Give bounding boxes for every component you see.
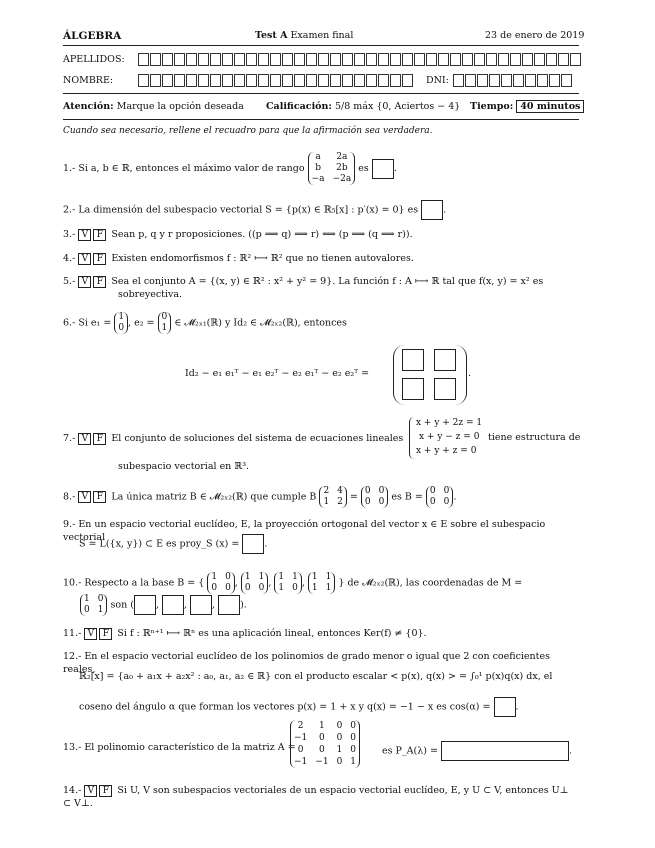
answer-box[interactable] [421,200,443,220]
character-cell[interactable] [162,74,173,87]
character-cell[interactable] [210,53,221,66]
question-text: Existen endomorfismos f : ℝ² ⟼ ℝ² que no tienen autovalores. [111,253,414,264]
question-number: 3.- [63,229,76,240]
matrix-entry: 0 [364,486,371,496]
matrix-entry: 1 [311,583,318,593]
character-cell[interactable] [561,74,572,87]
period: . [468,368,472,379]
character-cell[interactable] [246,74,257,87]
answer-box[interactable] [494,697,516,717]
basis-matrix [274,572,301,594]
matrix-entry: a [315,152,321,162]
matrix-entry: 0 [244,583,251,593]
basis-matrix [241,572,268,594]
question-text: es [358,163,369,174]
false-checkbox[interactable]: F [93,229,106,241]
surname-label: APELLIDOS: [63,54,125,65]
question-4 [63,252,579,265]
character-cell[interactable] [486,53,497,66]
character-cell[interactable] [453,74,464,87]
false-checkbox[interactable]: F [93,433,106,445]
system-brace [409,417,416,459]
question-11 [63,627,579,640]
true-checkbox[interactable]: V [78,229,91,241]
question-2: 2.- La dimensión del subespacio vectorial S = {p(x) ∈ ℝ₅[x] : p′(x) = 0} es . [63,200,579,220]
question-13-tail: es P_A(λ) = . [382,741,572,761]
answer-box[interactable] [434,378,456,400]
character-cell[interactable] [549,74,560,87]
true-checkbox[interactable]: V [78,433,91,445]
character-cell[interactable] [198,74,209,87]
character-cell[interactable] [438,53,449,66]
character-cell[interactable] [270,53,281,66]
matrix-entry: 1 [311,572,318,582]
question-number: 1.- [63,163,76,174]
question-1: 1.- Si a, b ∈ ℝ, entonces el máximo valor de rango a 2a b 2b −a −2a es . [63,152,397,184]
question-text: Sea el conjunto A = {(x, y) ∈ ℝ² : x² + y² = 9}. La función f : A ⟼ ℝ tal que f(x, y) = x² es [111,276,544,287]
answer-box[interactable] [372,159,394,179]
matrix-entry: 1 [336,745,343,755]
dni-input[interactable] [453,74,573,87]
character-cell[interactable] [162,53,173,66]
matrix-entry: 0 [297,745,304,755]
question-5 [63,275,579,301]
test-title [255,30,353,41]
true-checkbox[interactable]: V [78,491,91,503]
question-text: , e₂ = [128,317,155,329]
character-cell[interactable] [558,53,569,66]
character-cell[interactable] [489,74,500,87]
character-cell[interactable] [222,74,233,87]
character-cell[interactable] [258,53,269,66]
matrix-entry: 0 [161,312,168,322]
question-number: 10.- [63,577,82,589]
character-cell[interactable] [522,53,533,66]
character-cell[interactable] [150,53,161,66]
question-12-line3: coseno del ángulo α que forman los vectores p(x) = 1 + x y q(x) = −1 − x es cos(α) = . [79,697,519,717]
character-cell[interactable] [234,74,245,87]
equation: x + y − z = 0 [419,432,480,442]
question-number: 14.- [63,785,82,796]
divider [63,93,579,94]
matrix-entry: 2 [297,721,304,731]
answer-box[interactable] [190,595,212,615]
question-number: 5.- [63,276,76,287]
false-checkbox[interactable]: F [99,785,112,797]
attention-text: Marque la opción deseada [116,101,244,112]
question-14 [63,784,579,810]
question-number: 11.- [63,628,82,639]
character-cell[interactable] [294,74,305,87]
matrix-entry: 0 [443,486,450,496]
question-number: 7.- [63,433,76,444]
equation: x + y + 2z = 1 [416,418,483,428]
question-text-continued: ℝ₂[x] = {a₀ + a₁x + a₂x² : a₀, a₁, a₂ ∈ ℝ} con el producto escalar < p(x), q(x) > = ∫₀¹ p(x)q(x) dx, el [79,671,553,682]
question-text: ∈ 𝓜₂ₓ₁(ℝ) y Id₂ ∈ 𝓜₂ₓ₂(ℝ), entonces [174,317,347,329]
question-number: 9.- [63,519,76,530]
matrix-entry: −1 [294,733,308,743]
question-number: 12.- [63,651,82,662]
true-checkbox[interactable]: V [78,253,91,265]
matrix-entry: 1 [325,572,332,582]
question-text: En el espacio vectorial euclídeo de los polinomios de grado menor o igual que 2 con coeficientes reales, [63,651,550,675]
character-cell[interactable] [186,53,197,66]
character-cell[interactable] [513,74,524,87]
matrix [361,486,388,508]
basis-matrix [308,572,335,594]
matrix-entry: 1 [97,605,104,615]
character-cell[interactable] [414,53,425,66]
attention-label: Atención: [63,101,114,112]
matrix-entry: 1 [350,757,357,767]
matrix-entry: 1 [118,312,125,322]
grading-label: Calificación: [266,101,332,112]
character-cell[interactable] [354,74,365,87]
matrix-entry: 0 [350,733,357,743]
question-10-line2: 1 0 0 1 son ( , , , ). [80,594,247,616]
character-cell[interactable] [402,74,413,87]
question-text: coseno del ángulo α que forman los vectores p(x) = 1 + x y q(x) = −1 − x es cos(α) = [79,701,491,713]
answer-box[interactable] [218,595,240,615]
character-cell[interactable] [378,74,389,87]
character-cell[interactable] [510,53,521,66]
matrix-entry: 0 [364,497,371,507]
answer-box[interactable] [162,595,184,615]
false-checkbox[interactable]: F [93,253,106,265]
matrix-entry: −2a [332,174,352,184]
question-text: Sean p, q y r proposiciones. ((p ⟹ q) ⟹ r) ⟺ (p ⟹ (q ⟹ r)). [111,229,413,240]
question-text: El polinomio característico de la matriz A = [84,742,296,753]
character-cell[interactable] [174,74,185,87]
question-text: de 𝓜₂ₓ₂(ℝ), las coordenadas de M = [347,577,523,589]
true-checkbox[interactable]: V [84,785,97,797]
question-text: S = L({x, y}) ⊂ E es proy_S (x) = [79,538,240,550]
matrix-entry: 0 [97,594,104,604]
character-cell[interactable] [330,53,341,66]
character-cell[interactable] [354,53,365,66]
vector-e2 [158,312,172,334]
matrix-entry: 0 [211,583,218,593]
subject-title: ÁLGEBRA [63,30,122,42]
character-cell[interactable] [174,53,185,66]
character-cell[interactable] [150,74,161,87]
matrix-entry: 1 [278,583,285,593]
matrix-entry: 0 [336,721,343,731]
character-cell[interactable] [390,53,401,66]
matrix [426,486,453,508]
character-cell[interactable] [546,53,557,66]
matrix [308,152,356,185]
matrix-entry: 0 [443,497,450,507]
matrix-entry: 1 [244,572,251,582]
character-cell[interactable] [186,74,197,87]
character-cell[interactable] [465,74,476,87]
equation-system [416,416,482,458]
time-note [470,100,584,113]
test-label: Test A [255,30,288,41]
question-8: 8.- V F La única matriz B ∈ 𝓜₂ₓ₂(ℝ) que cumple B 2 4 1 2 = 0 0 0 0 es B = 0 0 0 0 . [63,486,457,507]
character-cell[interactable] [501,74,512,87]
matrix-entry: 0 [378,497,385,507]
question-text: tiene estructura de [488,432,581,443]
character-cell[interactable] [138,74,149,87]
attention-note [63,101,244,112]
matrix [290,720,360,768]
false-checkbox[interactable]: F [93,491,106,503]
matrix-entry: 0 [225,583,231,593]
vector-e1 [114,312,128,334]
matrix-a [290,720,360,768]
character-cell[interactable] [498,53,509,66]
matrix-entry: 0 [319,733,325,743]
character-cell[interactable] [306,74,317,87]
question-text: es P_A(λ) = [382,745,438,757]
question-10: 10.- Respecto a la base B = { 1 0 0 0 , 1 1 0 0 , 1 1 1 0 , 1 1 1 1 } de 𝓜₂ₓ₂(ℝ), las coordenadas de M = [63,572,523,593]
character-cell[interactable] [222,53,233,66]
matrix-entry: 1 [161,323,168,333]
question-9-line2: S = L({x, y}) ⊂ E es proy_S (x) = . [79,534,267,554]
basis-matrix [207,572,234,594]
question-text-continued: subespacio vectorial en ℝ³. [118,461,250,472]
matrix-entry: b [315,163,321,173]
character-cell[interactable] [450,53,461,66]
divider [63,119,579,120]
answer-box[interactable] [441,741,569,761]
formula: Id₂ − e₁ e₁ᵀ − e₁ e₂ᵀ − e₂ e₁ᵀ − e₂ e₂ᵀ = [185,368,370,379]
question-text: En un espacio vectorial euclídeo, E, la proyección ortogonal del vector x ∈ E sobre el subespacio vectorial [63,519,546,543]
character-cell[interactable] [258,74,269,87]
question-text: Si e₁ = [78,317,112,329]
question-6-formula [185,368,369,379]
character-cell[interactable] [318,53,329,66]
matrix-entry: 0 [319,745,325,755]
matrix-entry: 1 [323,497,330,507]
character-cell[interactable] [525,74,536,87]
answer-box[interactable] [434,349,456,371]
matrix-entry: 2 [323,486,330,496]
character-cell[interactable] [198,53,209,66]
character-cell[interactable] [390,74,401,87]
exam-date: 23 de enero de 2019 [485,30,585,41]
question-text: Si a, b ∈ ℝ, entonces el máximo valor de rango [78,163,305,174]
question-text: Respecto a la base B = [84,577,196,589]
character-cell[interactable] [366,74,377,87]
character-cell[interactable] [378,53,389,66]
matrix-entry: 0 [292,583,298,593]
character-cell[interactable] [138,53,149,66]
true-checkbox[interactable]: V [78,276,91,288]
character-cell[interactable] [474,53,485,66]
matrix-entry: 1 [292,572,298,582]
character-cell[interactable] [306,53,317,66]
question-text: La única matriz B ∈ 𝓜₂ₓ₂(ℝ) que cumple B [111,491,317,503]
character-cell[interactable] [342,53,353,66]
matrix-entry: 0 [429,497,436,507]
question-text: El conjunto de soluciones del sistema de ecuaciones lineales [111,433,404,444]
character-cell[interactable] [534,53,545,66]
character-cell[interactable] [282,53,293,66]
time-label: Tiempo: [470,101,514,112]
matrix-entry: 0 [336,757,343,767]
matrix-entry: −1 [294,757,308,767]
true-checkbox[interactable]: V [84,628,97,640]
answer-box[interactable] [402,378,424,400]
matrix-entry: 0 [378,486,385,496]
name-label: NOMBRE: [63,75,114,86]
question-number: 6.- [63,317,76,329]
question-text: son [110,599,128,611]
false-checkbox[interactable]: F [93,276,106,288]
time-value: 40 minutos [516,100,584,113]
matrix-m [80,594,107,616]
matrix-entry: 0 [225,572,231,582]
divider [63,45,579,46]
matrix-entry: 0 [336,733,343,743]
false-checkbox[interactable]: F [99,628,112,640]
question-number: 13.- [63,742,82,753]
matrix-entry: −a [311,174,325,184]
matrix-entry: 0 [350,721,357,731]
matrix-entry: 0 [118,323,125,333]
question-number: 4.- [63,253,76,264]
matrix-entry: 1 [258,572,265,582]
answer-box[interactable] [242,534,264,554]
question-text: Si f : ℝⁿ⁺¹ ⟼ ℝⁿ es una aplicación lineal, entonces Ker(f) ≠ {0}. [117,628,427,639]
matrix-entry: 1 [84,594,90,604]
character-cell[interactable] [570,53,581,66]
question-3 [63,228,579,241]
character-cell[interactable] [282,74,293,87]
exam-type: Examen final [290,30,354,41]
equation: x + y + z = 0 [416,446,477,456]
matrix-entry: 1 [325,583,332,593]
dni-label: DNI: [426,75,449,86]
question-text-continued: sobreyectiva. [118,289,183,300]
question-number: 8.- [63,491,76,503]
matrix-entry: 0 [258,583,265,593]
character-cell[interactable] [234,53,245,66]
matrix-entry: −1 [315,757,329,767]
instructions: Cuando sea necesario, rellene el recuadro para que la afirmación sea verdadera. [63,126,433,136]
question-6 [63,312,579,334]
matrix [319,486,346,508]
question-text: La dimensión del subespacio vectorial S = {p(x) ∈ ℝ₅[x] : p′(x) = 0} es [78,204,419,216]
matrix-entry: 4 [337,486,343,496]
character-cell[interactable] [270,74,281,87]
character-cell[interactable] [342,74,353,87]
grading-formula: 5/8 máx {0, Aciertos − 4} [334,101,461,112]
character-cell[interactable] [318,74,329,87]
character-cell[interactable] [366,53,377,66]
matrix-entry: 2a [336,152,348,162]
matrix-entry: 2 [337,497,343,507]
answer-box[interactable] [402,349,424,371]
character-cell[interactable] [477,74,488,87]
grading-note [266,101,460,112]
question-text: es B = [391,491,423,503]
character-cell[interactable] [426,53,437,66]
question-text: Si U, V son subespacios vectoriales de un espacio vectorial euclídeo, E, y U ⊂ V, entonces U⊥ ⊂ V⊥. [63,785,569,809]
matrix-entry: 0 [84,605,90,615]
matrix-entry: 1 [319,721,325,731]
name-input[interactable] [138,74,414,87]
character-cell[interactable] [462,53,473,66]
character-cell[interactable] [330,74,341,87]
character-cell[interactable] [294,53,305,66]
question-number: 2.- [63,204,76,216]
character-cell[interactable] [210,74,221,87]
matrix-entry: 1 [211,572,218,582]
matrix-entry: 1 [278,572,285,582]
answer-box[interactable] [134,595,156,615]
character-cell[interactable] [537,74,548,87]
matrix-entry: 0 [350,745,357,755]
matrix-entry: 0 [429,486,436,496]
character-cell[interactable] [246,53,257,66]
answer-matrix [393,345,467,405]
matrix-entry: 2b [336,163,348,173]
character-cell[interactable] [402,53,413,66]
surname-input[interactable] [138,53,582,66]
